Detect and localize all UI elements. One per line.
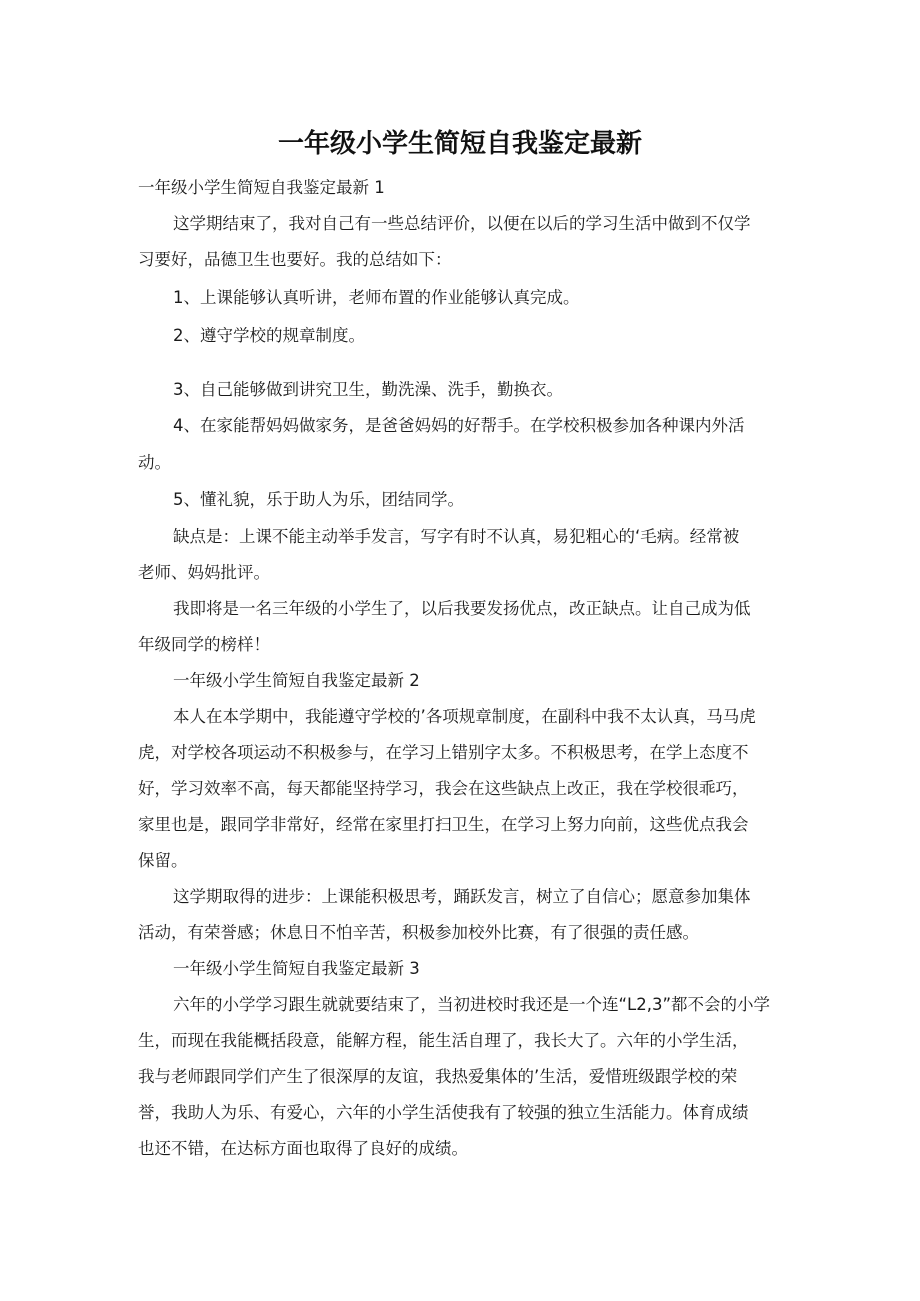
paragraph-line: 六年的小学学习跟生就就要结束了，当初进校时我还是一个连“L2,3”都不会的小学 — [173, 995, 771, 1014]
paragraph-line: 誉，我助人为乐、有爱心，六年的小学生活使我有了较强的独立生活能力。体育成绩 — [138, 1103, 749, 1122]
list-item: 2、遵守学校的规章制度。 — [173, 326, 365, 345]
paragraph-line: 年级同学的榜样！ — [138, 635, 270, 654]
section-heading: 一年级小学生简短自我鉴定最新 3 — [173, 959, 420, 978]
paragraph-line: 本人在本学期中，我能遵守学校的’各项规章制度，在副科中我不太认真，马马虎 — [173, 707, 756, 726]
paragraph-line: 虎，对学校各项运动不积极参与，在学习上错别字太多。不积极思考，在学上态度不 — [138, 743, 749, 762]
list-item: 1、上课能够认真听讲，老师布置的作业能够认真完成。 — [173, 288, 580, 307]
paragraph-line: 习要好，品德卫生也要好。我的总结如下： — [138, 250, 452, 269]
paragraph-line: 这学期结束了，我对自己有一些总结评价，以便在以后的学习生活中做到不仅学 — [173, 214, 751, 233]
section-heading: 一年级小学生简短自我鉴定最新 2 — [173, 671, 420, 690]
section-heading: 一年级小学生简短自我鉴定最新 1 — [138, 178, 385, 197]
paragraph-line: 缺点是：上课不能主动举手发言，写字有时不认真，易犯粗心的‘毛病。经常被 — [173, 527, 740, 546]
paragraph-line: 好，学习效率不高，每天都能坚持学习，我会在这些缺点上改正，我在学校很乖巧， — [138, 779, 749, 798]
paragraph-line: 也还不错，在达标方面也取得了良好的成绩。 — [138, 1139, 468, 1158]
document-title: 一年级小学生简短自我鉴定最新 — [277, 129, 642, 159]
list-item: 4、在家能帮妈妈做家务，是爸爸妈妈的好帮手。在学校积极参加各种课内外活 — [173, 416, 745, 435]
paragraph-line: 老师、妈妈批评。 — [138, 563, 270, 582]
paragraph-line: 这学期取得的进步：上课能积极思考，踊跃发言，树立了自信心；愿意参加集体 — [173, 887, 751, 906]
paragraph-line: 保留。 — [138, 851, 188, 870]
paragraph-line: 我与老师跟同学们产生了很深厚的友谊，我热爱集体的’生活，爱惜班级跟学校的荣 — [138, 1067, 738, 1086]
paragraph-line: 活动，有荣誉感；休息日不怕辛苦，积极参加校外比赛，有了很强的责任感。 — [138, 923, 699, 942]
paragraph-line: 我即将是一名三年级的小学生了，以后我要发扬优点，改正缺点。让自己成为低 — [173, 599, 751, 618]
paragraph-line: 生，而现在我能概括段意，能解方程，能生活自理了，我长大了。六年的小学生活， — [138, 1031, 749, 1050]
paragraph-line: 家里也是，跟同学非常好，经常在家里打扫卫生，在学习上努力向前，这些优点我会 — [138, 815, 749, 834]
list-item: 5、懂礼貌，乐于助人为乐，团结同学。 — [173, 490, 464, 509]
list-item: 3、自己能够做到讲究卫生，勤洗澡、洗手，勤换衣。 — [173, 380, 563, 399]
paragraph-line: 动。 — [138, 453, 171, 472]
